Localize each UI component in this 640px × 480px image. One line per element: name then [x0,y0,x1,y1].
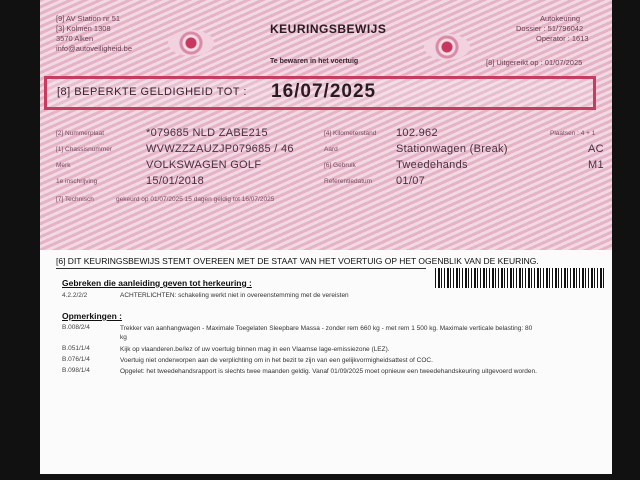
technical-label: [7] Technisch [56,196,94,203]
defect-code: 4.2.2/2/2 [62,292,88,299]
station-line-2: [3] Kolmen 1308 [56,24,111,33]
eye-logo-right [424,34,470,60]
validity-box [44,76,596,110]
type-label: Aard [324,146,338,153]
conformity-statement: [6] DIT KEURINGSBEWIJS STEMT OVEREEN MET DE STAAT VAN HET VOERTUIG OP HET OGENBLIK VAN DE KEURING. [56,256,539,266]
plate-label: [2] Nummerplaat [56,130,105,137]
remark-code: B.051/1/4 [62,345,90,352]
use-value: Tweedehands [396,159,468,171]
eye-logo-left [168,30,214,56]
remarks-title: Opmerkingen : [62,311,122,321]
right-header-1: Autokeuring [540,14,581,23]
remark-code: B.076/1/4 [62,356,90,363]
station-line-3: 3570 Alken [56,34,94,43]
defect-text: ACHTERLICHTEN: schakeling werkt niet in overeenstemming met de vereisten [120,292,349,299]
security-background [40,0,612,250]
technical-text: gekeurd op 01/07/2025 15 dagen geldig tot 16/07/2025 [116,196,275,203]
chassis-value: WVWZZZAUZJP079685 / 46 [146,143,294,155]
km-value: 102.962 [396,127,438,139]
inspection-certificate [40,0,612,474]
station-email: info@autoveiligheid.be [56,44,132,53]
type-value: Stationwagen (Break) [396,143,508,155]
plate-value: *079685 NLD ZABE215 [146,127,268,139]
divider [56,268,426,269]
document-subtitle: Te bewaren in het voertuig [270,58,359,65]
validity-label: [8] BEPERKTE GELDIGHEID TOT : [57,86,247,98]
barcode [435,268,605,288]
remark-text: Voertuig niet onderworpen aan de verplichting om in het bezit te zijn van een gelijkvormigheidsattest of COC. [120,357,433,364]
km-label: [4] Kilometerstand [324,130,377,137]
right-code-1: AC [588,143,604,155]
operator-number: Operator : 1613 [536,34,589,43]
remark-code: B.098/1/4 [62,367,90,374]
make-value: VOLKSWAGEN GOLF [146,159,262,171]
first-registration-label: 1e inschrijving [56,178,98,185]
validity-date: 16/07/2025 [271,81,377,102]
station-line-1: [9] AV Station nr 51 [56,14,121,23]
remark-text: Opgelet: het tweedehandsrapport is slechts twee maanden geldig. Vanaf 01/09/2025 moet opnieuw een tweedehandskeuring uitgevoerd worden. [120,368,537,375]
right-code-2: M1 [588,159,604,171]
chassis-label: [1] Chassisnummer [56,146,112,153]
dossier-number: Dossier : 51/796042 [516,24,584,33]
issue-date: [8] Uitgereikt op : 01/07/2025 [486,58,583,67]
seats-label: Plaatsen : 4 + 1 [550,130,596,137]
reference-date-value: 01/07 [396,175,426,187]
first-registration-value: 15/01/2018 [146,175,205,187]
reference-date-label: Referentiedatum [324,178,373,185]
use-label: [6] Gebruik [324,162,356,169]
remark-code: B.008/2/4 [62,324,90,331]
make-label: Merk [56,162,71,169]
defects-title: Gebreken die aanleiding geven tot herkeuring : [62,278,252,288]
remark-text: Trekker van aanhangwagen - Maximale Toegelaten Sleepbare Massa - zonder rem 660 kg - met rem 1 500 kg. Maximale verticale belasting: 80 kg [120,325,533,341]
document-title: KEURINGSBEWIJS [270,22,387,36]
remark-text: Kijk op vlaanderen.be/lez of uw voertuig binnen mag in een Vlaamse lage-emissiezone (LEZ). [120,346,390,353]
